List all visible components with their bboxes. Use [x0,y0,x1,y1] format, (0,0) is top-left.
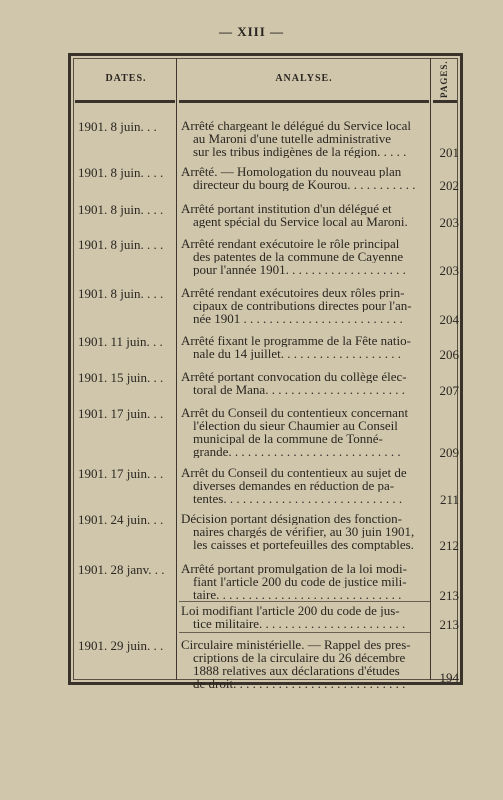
header-analyse: ANALYSE. [275,73,333,84]
entry-analyse [181,286,428,325]
analyse-line: Décision portant désignation des fonction- [181,512,402,525]
entry-analyse [181,202,428,228]
entry-page: 206 [439,347,459,362]
analyse-line: nale du 14 juillet. . . . . . . . . . . . . . . . . . . [193,347,401,360]
analyse-line: toral de Mana. . . . . . . . . . . . . . . . . . . . . . [193,383,405,396]
analyse-line: Arrêté. — Homologation du nouveau plan [181,165,402,178]
entry-date: 1901. 28 janv. . . [78,562,165,577]
entry-page: 213 [439,617,459,632]
entry-date: 1901. 24 juin. . . [78,512,164,527]
entry-separator [179,632,430,633]
entry-analyse [181,466,428,505]
analyse-line: diverses demandes en réduction de pa- [193,479,395,492]
analyse-line: l'élection du sieur Chaumier au Conseil [193,419,398,432]
header-rule-pages [433,100,457,103]
entry-page: 201 [439,145,459,160]
column-divider-pages [430,58,431,680]
entry-page: 212 [439,538,459,553]
entry-date: 1901. 8 juin. . . [78,119,157,134]
analyse-line: Arrêté rendant exécutoires deux rôles prin- [181,286,405,299]
header-dates: DATES. [105,73,147,84]
entry-analyse [181,638,428,690]
analyse-line: Arrêt du Conseil du contentieux au sujet de [181,466,407,479]
entry-analyse [181,334,428,360]
entry-analyse [181,370,428,396]
entry-page: 213 [439,588,459,603]
analyse-line: grande. . . . . . . . . . . . . . . . . . . . . . . . . . . [193,445,401,458]
entry-date: 1901. 17 juin. . . [78,466,164,481]
analyse-line: 1888 relatives aux déclarations d'études [193,664,400,677]
analyse-line: Arrêté chargeant le délégué du Service local [181,119,412,132]
header-rule-dates [75,100,175,103]
entry-page: 194 [439,670,459,685]
analyse-line: taire. . . . . . . . . . . . . . . . . . . . . . . . . . . . . [193,588,402,601]
analyse-line: Arrêt du Conseil du contentieux concernant [181,406,409,419]
analyse-line: Arrêté fixant le programme de la Fête natio- [181,334,411,347]
entry-date: 1901. 11 juin. . . [78,334,163,349]
entry-page: 207 [439,383,459,398]
analyse-line: des patentes de la commune de Cayenne [193,250,404,263]
page-number: — XIII — [218,24,285,39]
entry-page: 203 [439,215,459,230]
entry-date: 1901. 17 juin. . . [78,406,164,421]
entry-page: 209 [439,445,459,460]
analyse-line: pour l'année 1901. . . . . . . . . . . . . . . . . . . [193,263,406,276]
entry-analyse [181,604,428,630]
analyse-line: cipaux de contributions directes pour l'an- [193,299,412,312]
entry-page: 203 [439,263,459,278]
entry-analyse [181,237,428,276]
entry-date: 1901. 8 juin. . . . [78,286,164,301]
analyse-line: fiant l'article 200 du code de justice mili- [193,575,407,588]
analyse-line: Arrêté rendant exécutoire le rôle principal [181,237,400,250]
entry-page: 202 [439,178,459,193]
entry-date: 1901. 15 juin. . . [78,370,164,385]
entry-analyse [181,562,428,601]
entry-date: 1901. 29 juin. . . [78,638,164,653]
analyse-line: sur les tribus indigènes de la région. . . . . [193,145,407,158]
entry-analyse [181,165,428,191]
analyse-line: Arrêté portant institution d'un délégué et [181,202,392,215]
analyse-line: de droit. . . . . . . . . . . . . . . . . . . . . . . . . . . [193,677,406,690]
header-pages: PAGES. [439,60,449,98]
analyse-line: agent spécial du Service local au Maroni. [193,215,408,228]
analyse-line: Circulaire ministérielle. — Rappel des pres- [181,638,411,651]
analyse-line: Loi modifiant l'article 200 du code de jus- [181,604,400,617]
analyse-line: criptions de la circulaire du 26 décembre [193,651,406,664]
entry-date: 1901. 8 juin. . . . [78,202,164,217]
entry-date: 1901. 8 juin. . . . [78,237,164,252]
analyse-line: au Maroni d'une tutelle administrative [193,132,392,145]
analyse-line: municipal de la commune de Tonné- [193,432,383,445]
entry-analyse [181,512,428,551]
entry-analyse [181,406,428,458]
entry-separator [179,601,430,602]
analyse-line: les caisses et portefeuilles des comptables. [193,538,414,551]
entry-page: 211 [439,492,459,507]
analyse-line: naires chargés de vérifier, au 30 juin 1901, [193,525,415,538]
analyse-line: directeur du bourg de Kourou. . . . . . . . . . . [193,178,416,191]
column-divider-dates [176,58,177,680]
analyse-line: née 1901 . . . . . . . . . . . . . . . . . . . . . . . . . [193,312,403,325]
entry-date: 1901. 8 juin. . . . [78,165,164,180]
analyse-line: tentes. . . . . . . . . . . . . . . . . . . . . . . . . . . . [193,492,403,505]
analyse-line: Arrêté portant promulgation de la loi modi- [181,562,407,575]
analyse-line: Arrêté portant convocation du collège élec- [181,370,407,383]
header-rule-analyse [179,100,429,103]
analyse-line: tice militaire. . . . . . . . . . . . . . . . . . . . . . . [193,617,406,630]
entry-analyse [181,119,428,158]
entry-page: 204 [439,312,459,327]
